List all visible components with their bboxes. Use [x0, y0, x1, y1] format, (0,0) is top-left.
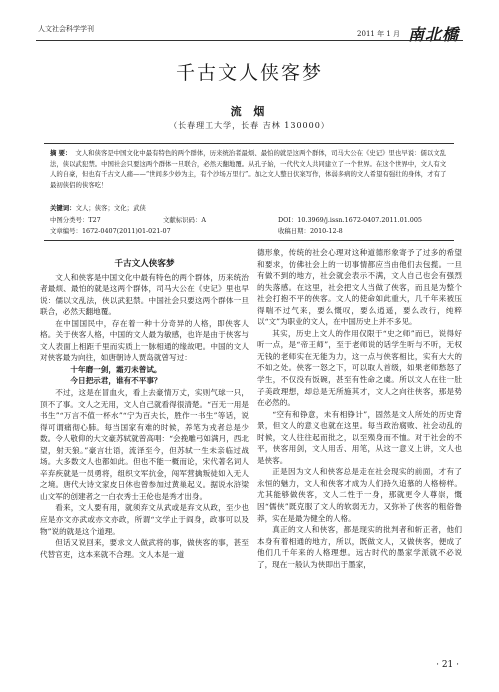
header-right: [357, 22, 459, 45]
body-paragraph: 在中国国民中，存在着一种十分奇异的人格，即侠客人格。关于侠客人格，中国的文人最为敏感，也许是由于侠客与文人表面上相距千里而实质上一脉相通的缘故吧。中国的文人对侠客最为向往，如唐朝诗人贾岛就曾写过：: [40, 318, 249, 363]
keywords: [50, 203, 146, 212]
abstract-top-rule: [44, 143, 454, 144]
body-paragraph: 其实，历史上文人的作用仅限于“史之师”而已，说得好听一点，是“帝王师”，至于老师说的话学生听与不听，无权无钱的老师实在无能为力，这一点与侠客相比，实有大大的不如之处。侠客一怒之下，可以取人首级，如果老师愁怒了学生，不仅没有饭碗，甚至有性命之虞。所以文人在往一肚子美政理想，却总是无所施其才，文人之向往侠客，那是势在必然的。: [257, 328, 462, 408]
journal-name: 人文社会科学学刊: [38, 25, 94, 33]
header-rule: [36, 40, 463, 41]
clc-number: 中图分类号：T27: [50, 216, 101, 224]
poem-line: 今日把示君，谁有不平事？: [70, 376, 162, 386]
abstract-label: 摘 要：: [50, 149, 72, 157]
document-code: 文献标识码：A: [163, 216, 206, 224]
body-paragraph: 不过，这是在冒血火，看上去豪情万丈，实则气球一只，顶不了事。文人之无用，文人自己就看得很清楚。“百无一用是书生”“万言不值一杯水”“宁为百夫长，胜作一书生”等话，说得可谓痛彻心肺。每当国家有难的时候，养笔为戎者总是少数。令人敬仰的大文豪苏轼就曾高唱：“会挽雕弓如满月，西北望，射天狼。”豪言壮语，流泽至今，但苏轼一生未亲临过战场。大多数文人也都如此。但也不能一概而论，宋代著名词人辛弃疾就是一员勇将，组织文军抗金，闯军营擒叛徒如入无人之境。唐代大诗文家皮日休也曾参加过黄巢起义。据说水浒梁山文军的创建者之一白衣秀士王伦也是秀才出身。: [40, 388, 249, 501]
received-date: 收稿日期：2010-12-8: [278, 226, 343, 235]
article-title: 千古文人侠客梦: [175, 62, 323, 84]
author-affiliation: （长春理工大学，长春 吉林 130000）: [169, 121, 330, 130]
left-paragraphs: [40, 272, 249, 561]
body-paragraph: 文人和侠客是中国文化中最有特色的两个群体，历来统治者最烦、最怕的就是这两个群体，司马大公在《史记》里也早说：儒以文乱法，侠以武犯禁。中国社会只要这两个群体一旦联合，必然天翻地覆。: [40, 272, 249, 317]
abstract-bottom-rule: [44, 240, 454, 241]
body-paragraph: 但话又说回来，要求文人做武将的事，做侠客的事，甚至代替官吏，这本来就不合理。文人本是一道: [40, 538, 249, 559]
body-paragraph: 看来，文人要有用，就须弃文从武或是弃文从政，至少也应是亦文亦武或亦文亦政，所谓“文学止于阎身，政事可以及物”说的就是这个道理。: [40, 503, 249, 536]
abstract: [50, 148, 452, 190]
body-paragraph: 正是因为文人和侠客总是走在社会现实的前面，才有了永恒的魅力，文人和侠客才成为人们持久追慕的人格榜样。尤其能够做侠客，文人二性于一身，那就更令人尊崇，慨因“儒侠”既克服了文人的软弱无力，又弥补了侠客的粗俗鲁莽，实在是最为健全的人格。: [257, 467, 462, 523]
body-paragraph: “空有和铮意，未有相铮计”，固然是文人所处的历史背景，但文人的意义也就在这里。每当政治腐败、社会动乱的时候，文人往往起而批之，以至殒身而不恤。对于社会的不平，侠客用剑，文人用舌、用笔，从这一意义上讲，文人也是侠客。: [257, 409, 462, 465]
right-paragraphs: [257, 247, 462, 570]
abstract-text: 文人和侠客是中国文化中最有特色的两个群体，历来统治者最烦、最怕的就是这两个群体，司马大公在《史记》里也早说：儒以文乱法，侠以武犯禁。中国社会只要这两个群体一旦联合，必然天翻地覆。从孔子始，一代代文人共同建立了一个世界。在这个世界中，文人有文人的自豪，但也有千古文人痛——“世间多少妙为主，有个沙场万里行”。加之文人整日伏案写作，体弱多病的文人希望有强壮的身体，才有了最初侠侣的侠客吃！: [50, 149, 447, 189]
keywords-text: 文人；侠客；文化；武侠: [75, 204, 146, 212]
article-author: 流 烟: [230, 105, 269, 118]
body-paragraph: 德形象，传统的社会心理对这种道德形象寄予了过多的希望和要求，仿佛社会上的一切事情都应当由他们去包揽。一旦有做不到的地方，社会就会表示不满，文人自己也会有强烈的失落感。在这里，社会把文人当做了侠客，而且是为整个社会打抱不平的侠客。文人的使命如此重大，几千年来被压得喘不过气来，要么慨叹，要么逍遥，要么改行，纯粹以“文”为职业的文人，在中国历史上并不多见。: [257, 248, 462, 327]
poem-line: 十年磨一剑，霜刃未曾试。: [70, 364, 162, 374]
body-column-right: [257, 247, 462, 570]
page-number: · 21 ·: [436, 660, 459, 670]
section-title: 千古文人侠客梦: [114, 259, 175, 269]
keywords-label: 关键词：: [50, 204, 76, 212]
article-meta: [50, 215, 422, 236]
issue-date: 2011 年 1 月: [357, 29, 400, 38]
body-paragraph: 真正的文人和侠客，都是现实的批判者和斩正者，他们本身有着相通的地方，所以，既做文人，又做侠客，便成了他们几千年来的人格理想。远古时代的墨家学派就不必说了，现在一般认为侠即出于墨家，: [257, 525, 462, 569]
body-column-left: [40, 259, 249, 560]
journal-brand-logo: 南北橋: [407, 25, 459, 44]
doi: DOI：10.3969/j.issn.1672-0407.2011.01.005: [278, 216, 422, 224]
article-number: 文章编号：1672-0407(2011)01-021-07: [50, 226, 171, 235]
